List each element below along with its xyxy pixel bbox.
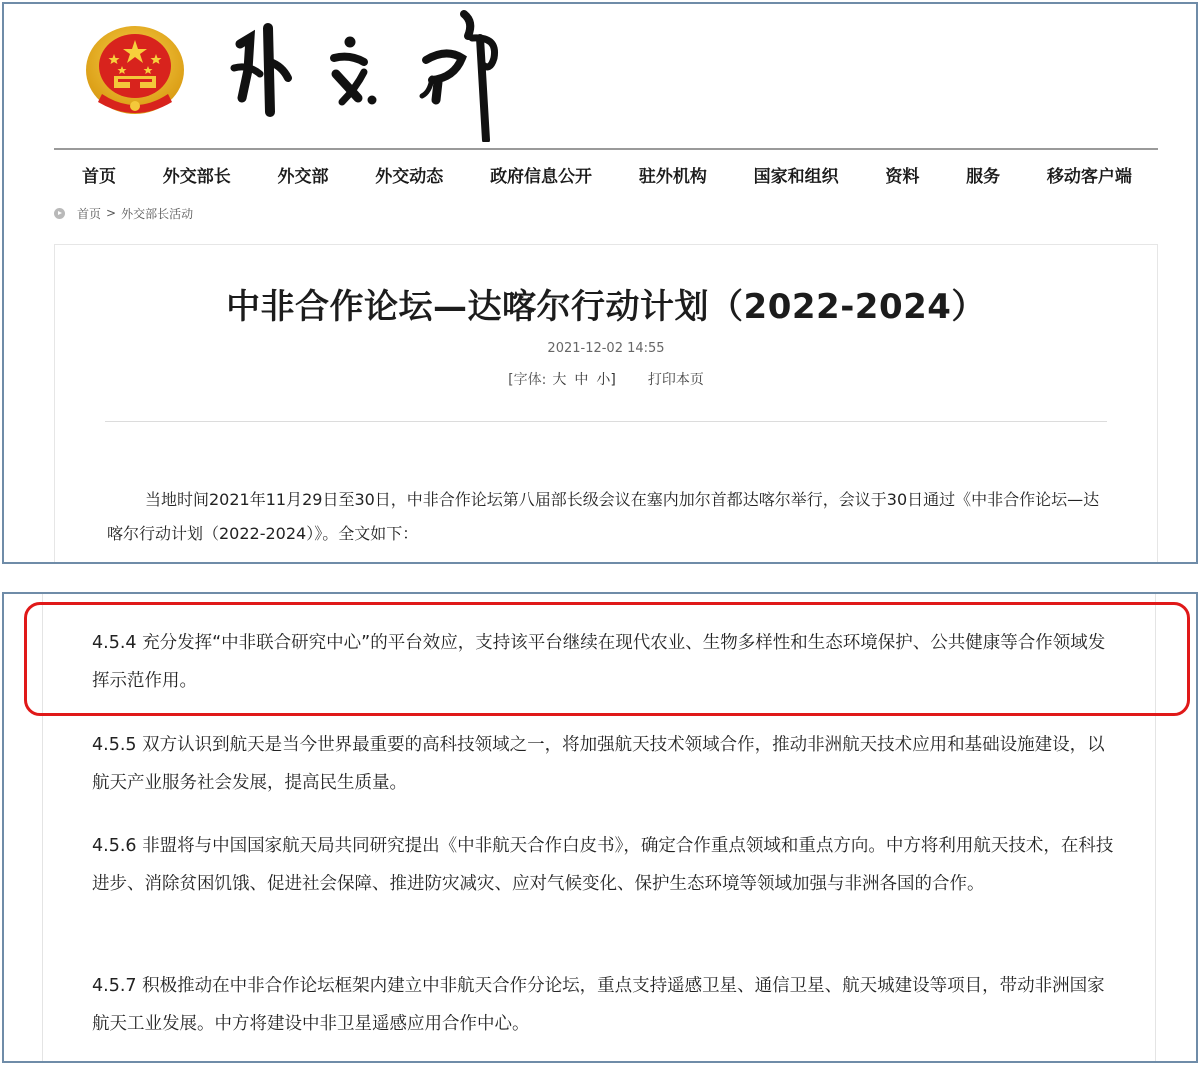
breadcrumb-current[interactable]: 外交部长活动 xyxy=(121,206,194,221)
paragraph-4-5-7: 4.5.7 积极推动在中非合作论坛框架内建立中非航天合作分论坛，重点支持遥感卫星、通信卫星、航天城建设等项目，带动非洲国家航天工业发展。中方将建设中非卫星遥感应用合作中心。 xyxy=(92,976,1105,1034)
paragraph-4-5-4: 4.5.4 充分发挥“中非联合研究中心”的平台效应，支持该平台继续在现代农业、生物多样性和生态环境保护、公共健康等合作领域发挥示范作用。 xyxy=(92,633,1106,691)
nav-item-minister[interactable]: 外交部长 xyxy=(162,166,231,187)
article-container xyxy=(54,244,1158,564)
national-emblem-icon[interactable] xyxy=(84,24,186,118)
nav-item-gov-info[interactable]: 政府信息公开 xyxy=(490,166,593,187)
nav-item-countries[interactable]: 国家和组织 xyxy=(753,166,839,187)
font-size-small-button[interactable]: 小] xyxy=(596,372,616,388)
highlight-box xyxy=(24,602,1190,716)
font-size-large-button[interactable]: 大 xyxy=(552,372,567,388)
ministry-calligraphy-logo[interactable] xyxy=(226,8,516,142)
breadcrumb-home[interactable]: 首页 xyxy=(77,206,102,221)
breadcrumb-separator: > xyxy=(106,206,117,220)
paragraph-4-5-6: 4.5.6 非盟将与中国国家航天局共同研究提出《中非航天合作白皮书》，确定合作重点领域和重点方向。中方将利用航天技术，在科技进步、消除贫困饥饿、促进社会保障、推进防灾减灾、应对气候变化、保护生态环境等领域加强与非洲各国的合作。 xyxy=(92,836,1114,894)
main-nav xyxy=(54,154,1158,194)
paragraph-4-5-5: 4.5.5 双方认识到航天是当今世界最重要的高科技领域之一，将加强航天技术领域合作，推动非洲航天技术应用和基础设施建设，以航天产业服务社会发展，提高民生质量。 xyxy=(92,735,1105,793)
nav-item-ministry[interactable]: 外交部 xyxy=(277,166,329,187)
nav-item-home[interactable]: 首页 xyxy=(82,166,116,187)
article-divider xyxy=(105,421,1107,422)
nav-item-services[interactable]: 服务 xyxy=(966,166,1001,187)
article-title: 中非合作论坛—达喀尔行动计划（2022-2024） xyxy=(226,287,986,327)
font-size-label: [字体: xyxy=(508,372,547,388)
website-screenshot-panel xyxy=(2,2,1198,564)
excerpt-screenshot-panel xyxy=(2,592,1198,1063)
font-size-medium-button[interactable]: 中 xyxy=(574,372,589,388)
breadcrumb xyxy=(54,203,193,223)
print-page-button[interactable]: 打印本页 xyxy=(647,372,704,388)
location-arrow-icon xyxy=(54,208,65,219)
article-intro-paragraph: 当地时间2021年11月29日至30日，中非合作论坛第八届部长级会议在塞内加尔首都达喀尔举行，会议于30日通过《中非合作论坛—达喀尔行动计划（2022-2024）》。全文如下： xyxy=(107,490,1100,543)
nav-item-news[interactable]: 外交动态 xyxy=(375,166,444,187)
nav-item-resources[interactable]: 资料 xyxy=(885,166,920,187)
nav-item-mobile[interactable]: 移动客户端 xyxy=(1046,166,1132,187)
nav-top-divider xyxy=(54,148,1158,150)
article-datetime: 2021-12-02 14:55 xyxy=(547,341,665,356)
nav-item-missions[interactable]: 驻外机构 xyxy=(638,166,707,187)
article-tools xyxy=(55,369,1157,389)
